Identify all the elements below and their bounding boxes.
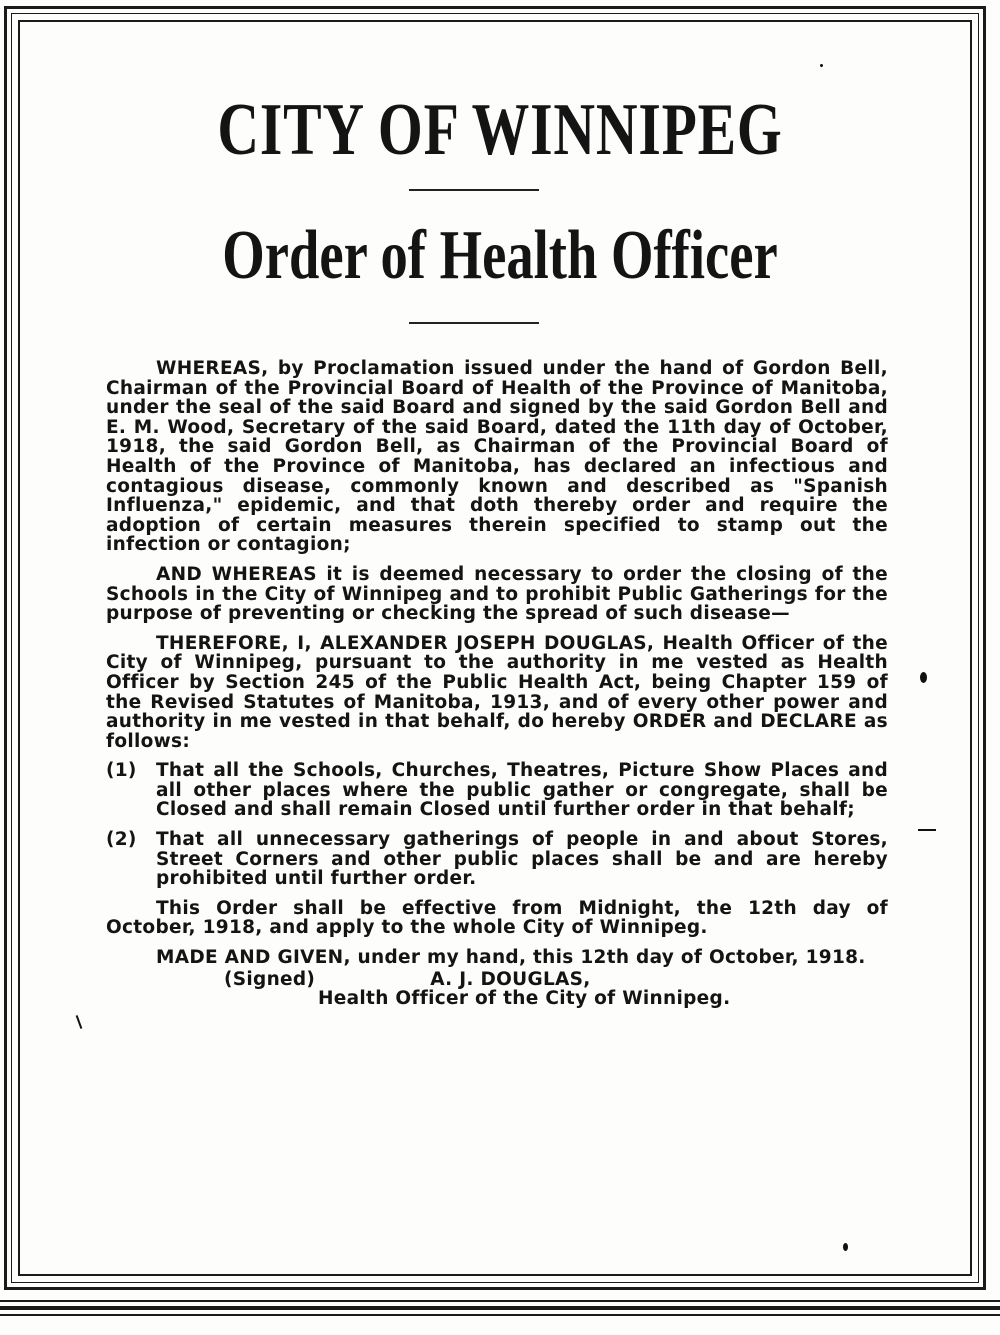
bottom-rule — [0, 1306, 1000, 1310]
made-given-paragraph: MADE AND GIVEN, under my hand, this 12th day of October, 1918. — [156, 947, 866, 969]
title-separator — [409, 189, 539, 191]
subtitle-separator — [409, 322, 539, 324]
order-item-text: That all unnecessary gatherings of people in and about Stores, Street Corners and other public places shall be and are hereby prohibited until further order. — [156, 829, 888, 890]
order-item-number: (2) — [106, 829, 137, 851]
signature-name: A. J. DOUGLAS, — [430, 968, 591, 990]
ink-speck — [843, 1243, 848, 1251]
ink-speck — [918, 829, 936, 831]
notice-body — [106, 359, 888, 1009]
signature-line — [106, 970, 888, 990]
and-whereas-paragraph: AND WHEREAS it is deemed necessary to order the closing of the Schools in the City of Winnipeg and to prohibit Public Gatherings for the purpose of preventing or checking the spread of such disease— — [106, 563, 888, 625]
therefore-paragraph: THEREFORE, I, ALEXANDER JOSEPH DOUGLAS, Health Officer of the City of Winnipeg, pursuant to the authority in me vested as Health Officer by Section 245 of the Public Health Act, being Chapter 159 of the Revised Statutes of Manitoba, 1913, and of every other power and authority in me vested in that behalf, do hereby ORDER and DECLARE as follows: — [106, 632, 888, 752]
notice-title: CITY OF WINNIPEG — [217, 89, 783, 171]
whereas-paragraph: WHEREAS, by Proclamation issued under the hand of Gordon Bell, Chairman of the Provincial Board of Health of the Province of Manitoba, under the seal of the said Board and signed by the said Gordon Bell and E. M. Wood, Secretary of the said Board, dated the 11th day of October, 1918, the said Gordon Bell, as Chairman of the Provincial Board of Health of the Province of Manitoba, has declared an infectious and contagious disease, commonly known and described as "Spanish Influenza," epidemic, and that doth thereby order and require the adoption of certain measures therein specified to stamp out the infection or contagion; — [106, 358, 888, 556]
order-item-number: (1) — [106, 760, 137, 782]
ink-speck — [820, 64, 823, 67]
signed-label: (Signed) — [224, 968, 316, 990]
order-item — [106, 761, 888, 820]
notice-subtitle: Order of Health Officer — [222, 217, 778, 294]
bottom-rule — [0, 1314, 1000, 1316]
effective-paragraph: This Order shall be effective from Midnight, the 12th day of October, 1918, and apply to the whole City of Winnipeg. — [106, 897, 888, 939]
ink-speck — [920, 672, 927, 683]
order-item — [106, 830, 888, 889]
signature-position: Health Officer of the City of Winnipeg. — [318, 988, 731, 1010]
order-item-text: That all the Schools, Churches, Theatres, Picture Show Places and all other places where the public gather or congregate, shall be Closed and shall remain Closed until further order in that behalf; — [156, 760, 888, 821]
bottom-rule — [0, 1300, 1000, 1302]
